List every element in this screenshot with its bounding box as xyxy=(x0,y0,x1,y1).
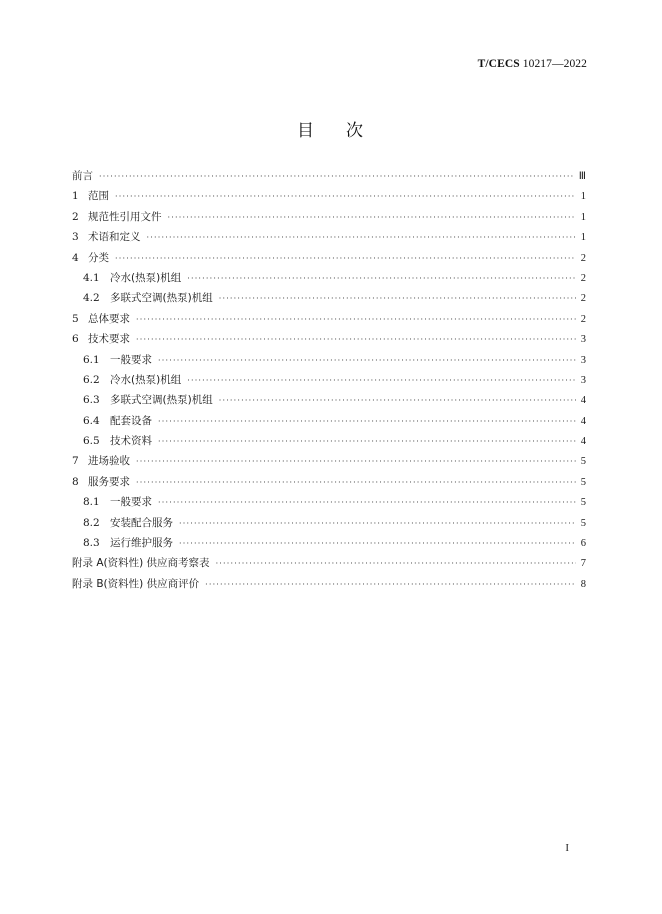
dot-leader xyxy=(187,371,576,391)
dot-leader xyxy=(147,228,577,248)
toc-entry-text: 附录 A(资料性) 供应商考察表 xyxy=(72,557,210,570)
toc-entry-text: 范围 xyxy=(88,190,109,203)
toc-entry-number: 4.1 xyxy=(83,271,100,284)
toc-entry-text: 一般要求 xyxy=(110,353,152,366)
toc-entry-number: 6.2 xyxy=(83,373,100,386)
dot-leader xyxy=(158,493,576,513)
toc-entry-text: 附录 B(资料性) 供应商评价 xyxy=(72,577,200,590)
toc-entry[interactable] xyxy=(72,268,586,288)
toc-entry-text: 多联式空调(热泵)机组 xyxy=(110,292,213,305)
toc-entry-number: 2 xyxy=(72,210,79,223)
dot-leader xyxy=(158,412,576,432)
dot-leader xyxy=(158,432,576,452)
toc-entry-page: 3 xyxy=(580,334,586,346)
dot-leader xyxy=(99,167,575,187)
dot-leader xyxy=(219,289,576,309)
toc-entry-page: 1 xyxy=(580,191,586,203)
toc-entry-text: 一般要求 xyxy=(110,496,152,509)
toc-entry[interactable] xyxy=(72,207,586,227)
dot-leader xyxy=(219,391,576,411)
toc-entry-page: 4 xyxy=(580,395,586,407)
toc-entry-page: 3 xyxy=(580,374,586,386)
standard-code xyxy=(478,58,587,70)
toc-entry-page: 3 xyxy=(580,354,586,366)
toc-entry[interactable] xyxy=(72,431,586,451)
toc-entry-text: 运行维护服务 xyxy=(110,537,173,550)
toc-entry[interactable] xyxy=(72,186,586,206)
toc-entry-page: 2 xyxy=(580,293,586,305)
dot-leader xyxy=(168,208,577,228)
toc-entry-number: 4.2 xyxy=(83,292,100,305)
toc-entry[interactable] xyxy=(72,513,586,533)
toc-entry-page: 4 xyxy=(580,415,586,427)
dot-leader xyxy=(115,249,576,269)
toc-entry-number: 6.4 xyxy=(83,414,100,427)
toc-entry-number: 1 xyxy=(72,190,79,203)
toc-entry[interactable] xyxy=(72,390,586,410)
toc-entry-page: 5 xyxy=(580,517,586,529)
toc-entry[interactable] xyxy=(72,472,586,492)
toc-entry-number: 5 xyxy=(72,312,79,325)
toc-entry[interactable] xyxy=(72,533,586,553)
toc-entry-number: 8 xyxy=(72,475,79,488)
toc-entry-page: 8 xyxy=(580,578,586,590)
toc-entry[interactable] xyxy=(72,288,586,308)
toc-entry-text: 分类 xyxy=(88,251,109,264)
toc-entry-page: 1 xyxy=(580,232,586,244)
dot-leader xyxy=(205,575,576,595)
toc-entry-number: 3 xyxy=(72,231,79,244)
toc-entry-text: 冷水(热泵)机组 xyxy=(110,373,182,386)
toc-entry-page: 7 xyxy=(580,558,586,570)
toc-entry-number: 8.2 xyxy=(83,516,100,529)
toc-entry-text: 技术要求 xyxy=(88,333,130,346)
dot-leader xyxy=(187,269,576,289)
dot-leader xyxy=(136,452,576,472)
toc-entry-text: 技术资料 xyxy=(110,435,152,448)
page-number: I xyxy=(565,842,569,854)
toc-entry-page: Ⅲ xyxy=(578,171,586,182)
toc-entry-text: 安装配合服务 xyxy=(110,516,173,529)
toc-entry-page: 6 xyxy=(580,538,586,550)
toc-entry[interactable] xyxy=(72,227,586,247)
toc-entry-number: 6.1 xyxy=(83,353,100,366)
toc-entry[interactable] xyxy=(72,574,586,594)
toc-entry-page: 4 xyxy=(580,436,586,448)
toc-entry-text: 术语和定义 xyxy=(88,231,141,244)
toc-entry-page: 5 xyxy=(580,476,586,488)
standard-prefix: T/CECS xyxy=(477,58,520,70)
dot-leader xyxy=(136,330,576,350)
dot-leader xyxy=(136,473,576,493)
toc-entry-page: 2 xyxy=(580,313,586,325)
toc-entry-number: 8.1 xyxy=(83,496,100,509)
toc-entry-text: 规范性引用文件 xyxy=(88,210,162,223)
toc-entry-number: 6.3 xyxy=(83,394,100,407)
toc-entry-page: 2 xyxy=(580,252,586,264)
toc-entry[interactable] xyxy=(72,350,586,370)
page-title: 目次 xyxy=(297,121,395,141)
toc-entry-number: 8.3 xyxy=(83,537,100,550)
toc-entry-page: 1 xyxy=(580,211,586,223)
toc-entry[interactable] xyxy=(72,451,586,471)
dot-leader xyxy=(158,351,576,371)
toc-entry-number: 6.5 xyxy=(83,435,100,448)
toc-entry-page: 5 xyxy=(580,456,586,468)
dot-leader xyxy=(179,514,576,534)
toc-entry[interactable] xyxy=(72,309,586,329)
toc-entry[interactable] xyxy=(72,553,586,573)
toc-entry-page: 5 xyxy=(580,497,586,509)
toc-entry-number: 6 xyxy=(72,333,79,346)
toc-entry[interactable] xyxy=(72,370,586,390)
toc-entry-text: 多联式空调(热泵)机组 xyxy=(110,394,213,407)
toc-entry[interactable] xyxy=(72,411,586,431)
toc-entry-text: 总体要求 xyxy=(88,312,130,325)
toc-entry[interactable] xyxy=(72,492,586,512)
toc-entry[interactable] xyxy=(72,166,586,186)
toc-entry-number: 4 xyxy=(72,251,79,264)
toc-entry-number: 7 xyxy=(72,455,79,468)
dot-leader xyxy=(136,310,576,330)
toc-entry-text: 冷水(热泵)机组 xyxy=(110,271,182,284)
dot-leader xyxy=(115,187,576,207)
toc-entry[interactable] xyxy=(72,329,586,349)
dot-leader xyxy=(216,554,576,574)
toc-entry-text: 进场验收 xyxy=(88,455,130,468)
table-of-contents xyxy=(72,166,586,594)
toc-entry-page: 2 xyxy=(580,272,586,284)
dot-leader xyxy=(179,534,576,554)
toc-entry-text: 服务要求 xyxy=(88,475,130,488)
toc-entry[interactable] xyxy=(72,248,586,268)
toc-entry-text: 配套设备 xyxy=(110,414,152,427)
standard-number: 10217—2022 xyxy=(519,58,587,70)
toc-entry-text: 前言 xyxy=(72,170,93,182)
